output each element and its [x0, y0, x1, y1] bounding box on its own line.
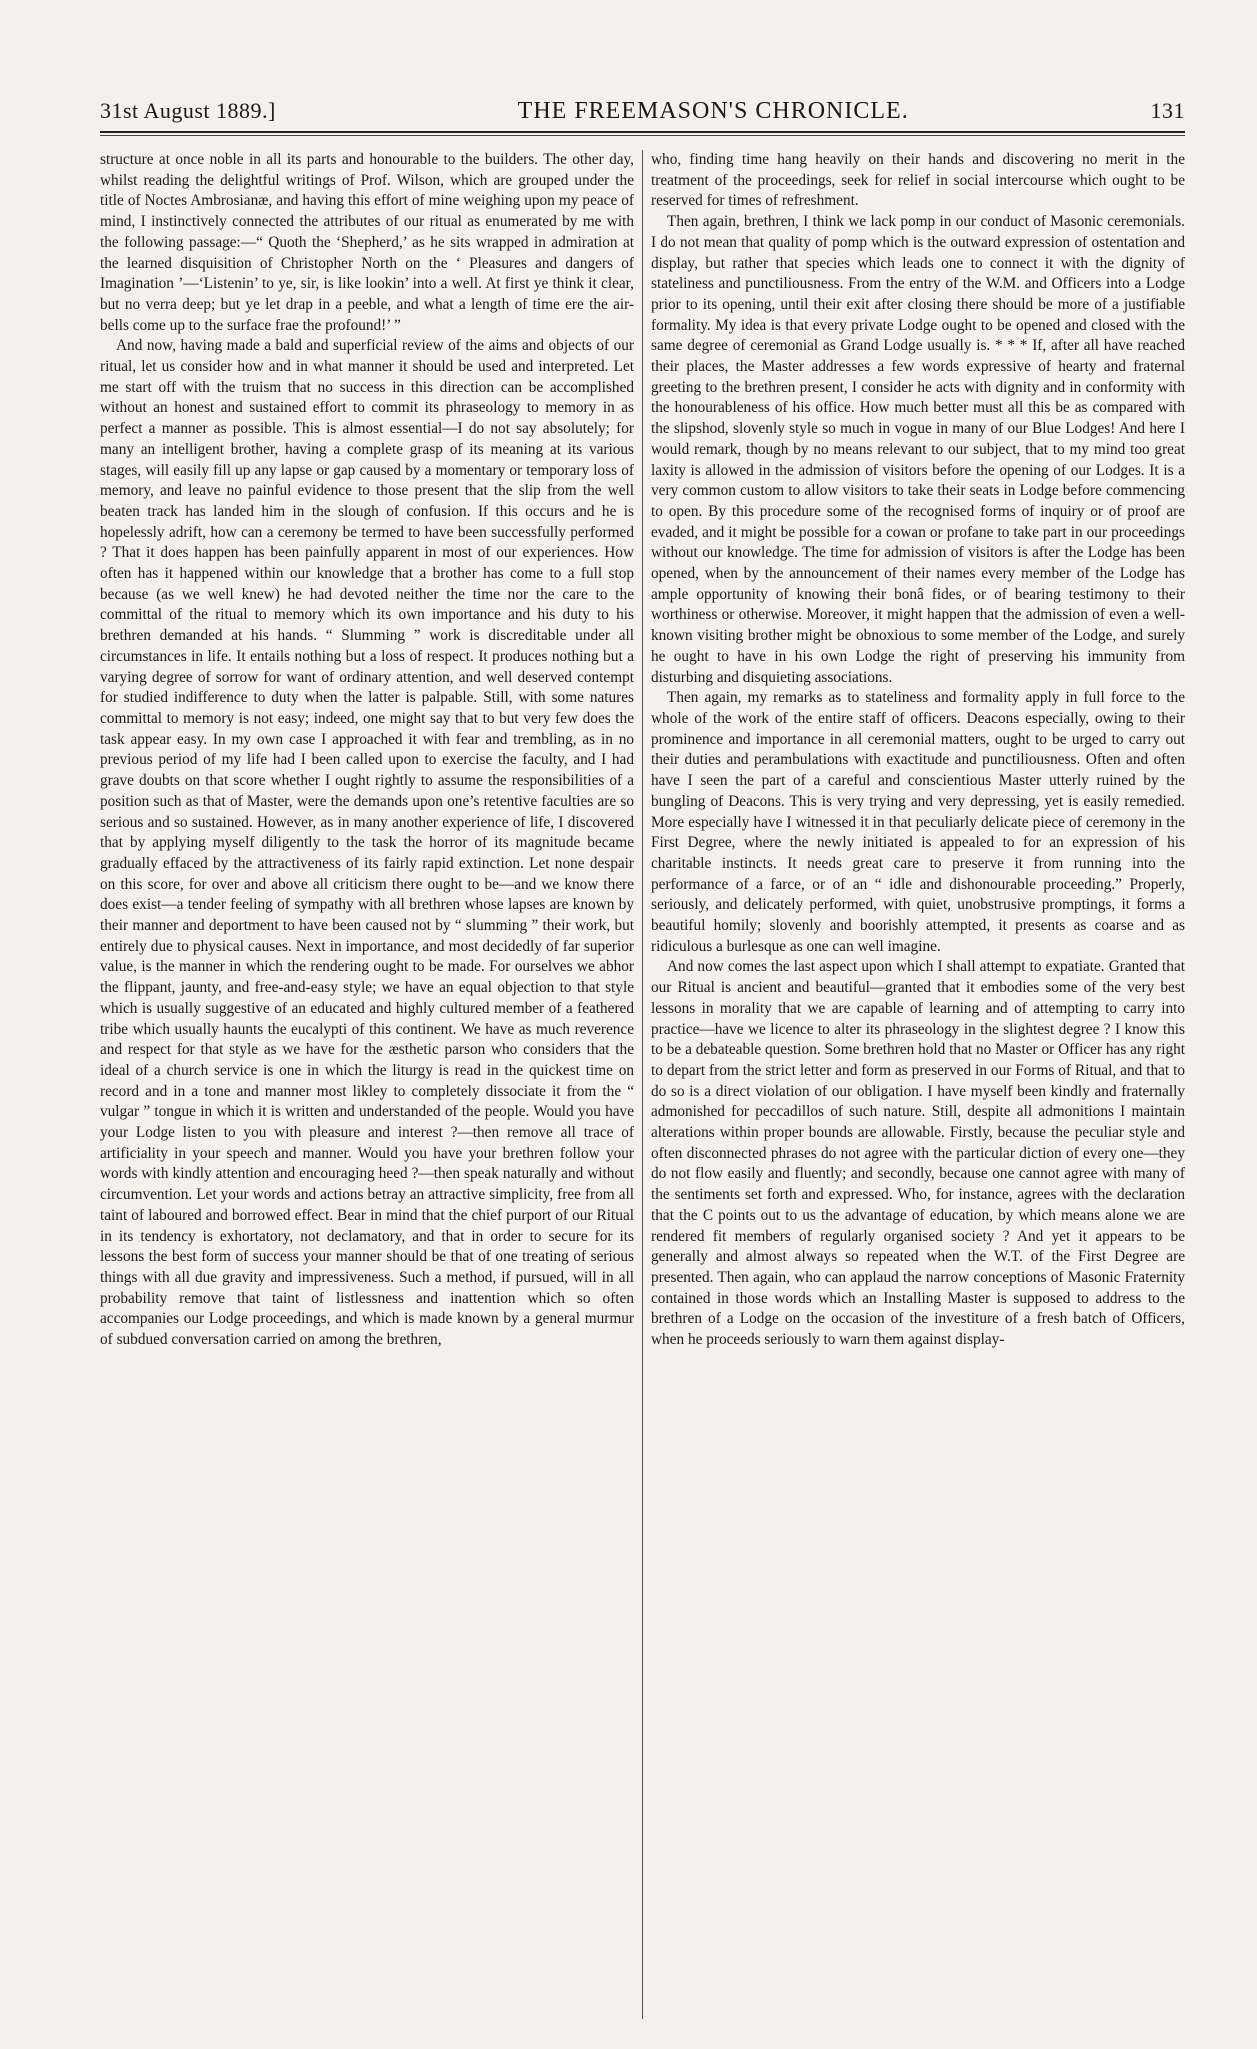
page-number: 131	[1150, 98, 1185, 123]
paragraph: Then again, my remarks as to stateliness and formality apply in full force to the whole of the work of the entire staff of officers. Deacons especially, owing to their prominence and importance in all ceremonial matters, ought to be urged to carry out their duties and perambulations with exactitude and punctiliousness. Often and often have I seen the part of a careful and conscientious Master utterly ruined by the bungling of Deacons. This is very trying and very depressing, yet is easily remedied. More especially have I witnessed it in that peculiarly delicate piece of ceremony in the First Degree, where the newly initiated is appealed to for an expression of his charitable instincts. It needs great care to preserve it from running into the performance of a farce, or of an “ idle and dishonourable proceeding.” Properly, seriously, and delicately performed, with quiet, unobstrusive promptings, it forms a beautiful homily; slovenly and boorishly attempted, it presents as coarse and as ridiculous a burlesque as one can well imagine.	[651, 689, 1185, 955]
article-body	[100, 150, 1185, 2019]
publication-title: THE FREEMASON'S CHRONICLE.	[517, 98, 909, 124]
header-rule	[100, 131, 1185, 133]
issue-date: 31st August 1889.]	[100, 98, 276, 123]
paragraph: And now comes the last aspect upon which I shall attempt to expatiate. Granted that our Ritual is ancient and beautiful—granted that it embodies some of the very best lessons in morality that we are capable of learning and of attempting to carry into practice—have we licence to alter its phraseology in the slightest degree ? I know this to be a debateable question. Some brethren hold that no Master or Officer has any right to depart from the strict letter and form as preserved in our Forms of Ritual, and that to do so is a direct violation of our obligation. I have myself been kindly and fraternally admonished for peccadillos of such nature. Still, despite all admonitions I maintain alterations within proper bounds are allowable. Firstly, because the peculiar style and often disconnected phrases do not agree with the particular diction of every one—they do not flow easily and fluently; and secondly, because one cannot agree with many of the sentiments set forth and expressed. Who, for instance, agrees with the declaration that the C points out to us the advantage of education, by which means alone we are rendered fit members of regularly organised society ? And yet it appears to be generally and almost always so repeated when the W.T. of the First Degree are presented. Then again, who can applaud the narrow conceptions of Masonic Fraternity contained in those words which an Installing Master is supposed to address to the brethren of a Lodge on the occasion of the investiture of a fresh batch of Officers, when he proceeds seriously to warn them against display-	[651, 958, 1185, 1349]
paragraph: Then again, brethren, I think we lack pomp in our conduct of Masonic ceremonials. I do not mean that quality of pomp which is the outward expression of ostentation and display, but rather that species which leads one to connect it with the dignity of stateliness and punctiliousness. From the entry of the W.M. and Officers into a Lodge prior to its opening, until their exit after closing there should be more of a justifiable formality. My idea is that every private Lodge ought to be opened and closed with the same degree of ceremonial as Grand Lodge usually is. * * * If, after all have reached their places, the Master addresses a few words expressive of hearty and fraternal greeting to the brethren present, I consider he acts with dignity and in conformity with the honourableness of his office. How much better must all this be as compared with the slipshod, slovenly style so much in vogue in many of our Blue Lodges! And here I would remark, though by no means relevant to our subject, that to my mind too great laxity is allowed in the admission of visitors before the opening of our Lodges. It is a very common custom to allow visitors to take their seats in Lodge before commencing to open. By this procedure some of the recognised forms of inquiry or of proof are evaded, and it might be possible for a cowan or profane to take part in our proceedings without our knowledge. The time for admission of visitors is after the Lodge has been opened, when by the announcement of their names every member of the Lodge has ample opportunity of knowing their bonâ fides, or of bearing testimony to their worthiness or otherwise. Moreover, it might happen that the admission of even a well-known visiting brother might be obnoxious to some member of the Lodge, and surely he ought to have in his own Lodge the right of preserving his immunity from disturbing and disquieting associations.	[651, 213, 1185, 686]
paragraph: And now, having made a bald and superficial review of the aims and objects of our ritual, let us consider how and in what manner it should be used and interpreted. Let me start off with the truism that no success in this direction can be accomplished without an honest and sustained effort to commit its phraseology to memory in as perfect a manner as possible. This is almost essential—I do not say absolutely; for many an intelligent brother, having a complete grasp of its meaning at its various stages, will easily fill up any lapse or gap caused by a momentary or temporary loss of memory, and leave no painful evidence to those present that the slip from the well beaten track has landed him in the slough of confusion. If this occurs and he is hopelessly adrift, how can a ceremony be termed to have been successfully performed ? That it does happen has been painfully apparent in most of our experiences. How often has it happened within our knowledge that a brother has come to a full stop because (as we well knew) he had devoted neither the time nor the care to the committal of the ritual to memory which its own importance and his duty to his brethren demanded at his hands. “ Slumming ” work is discreditable under all circumstances in life. It entails nothing but a loss of respect. It produces nothing but a varying degree of sorrow for want of ordinary attention, and well deserved contempt for studied indifference to duty when the latter is palpable. Still, with some natures committal to memory is not easy; indeed, one might say that to but very few does the task appear easy. In my own case I approached it with fear and trembling, as in no previous period of my life had I been called upon to exercise the faculty, and I had grave doubts on that score whether I ought rightly to assume the responsibilities of a position such as that of Master, were the demands upon one’s retentive faculties are so serious and so sustained. However, as in many another experience of life, I discovered that by applying myself diligently to the task the horror of its magnitude became gradually effaced by the attractiveness of its fairly rapid extinction. Let none despair on this score, for over and above all criticism there ought to be—and we know there does exist—a tender feeling of sympathy with all brethren whose lapses are known by their manner and deportment to have been caused not by “ slumming ” their work, but entirely due to physical causes. Next in importance, and most decidedly of far superior value, is the manner in which the rendering ought to be made. For ourselves we abhor the flippant, jaunty, and free-and-easy style; we have an equal objection to that style which is usually suggestive of an educated and highly cultured member of a feathered tribe which usually haunts the eucalypti of this continent. We have as much reverence and respect for that style as we have for the æsthetic parson who considers that the ideal of a church service is one in which the liturgy is read in the quickest time on record and in a tone and manner most likley to completely dissociate it from the “ vulgar ” tongue in which it is written and understanded of the people. Would you have your Lodge listen to you with pleasure and interest ?—then remove all trace of artificiality in your speech and manner. Would you have your brethren follow your words with kindly attention and encouraging heed ?—then speak naturally and without circumvention. Let your words and actions betray an attractive simplicity, free from all taint of laboured and borrowed effect. Bear in mind that the chief purport of our Ritual in its tendency is exhortatory, not declamatory, and that in order to secure for its lessons the best form of success your manner should be that of one treating of serious things with all due gravity and impressiveness. Such a method, if pursued, will in all probability remove that taint of listlessness and inattention which so often accompanies our Lodge proceedings, and which is made known by a general murmur of subdued conversation carried on among the brethren,	[100, 337, 634, 1349]
paragraph: who, finding time hang heavily on their hands and discovering no merit in the treatment of the proceedings, seek for relief in social intercourse which ought to be reserved for times of refreshment.	[651, 151, 1185, 210]
masthead	[100, 98, 1185, 125]
right-column	[642, 150, 1185, 2019]
paragraph: structure at once noble in all its parts and honourable to the builders. The other day, whilst reading the delightful writings of Prof. Wilson, which are grouped under the title of Noctes Ambrosianæ, and having this effort of mine weighing upon my peace of mind, I instinctively connected the attributes of our ritual as enumerated by me with the following passage:—“ Quoth the ‘Shepherd,’ as he sits wrapped in admiration at the learned disquisition of Christopher North on the ‘ Pleasures and dangers of Imagination ’—‘Listenin’ to ye, sir, is like lookin’ into a well. At first ye think it clear, but no verra deep; but ye let drap in a peeble, and what a length of time ere the air-bells come up to the surface frae the profound!’ ”	[100, 151, 634, 334]
left-column	[100, 150, 642, 2019]
header-rule-thin	[100, 135, 1185, 136]
